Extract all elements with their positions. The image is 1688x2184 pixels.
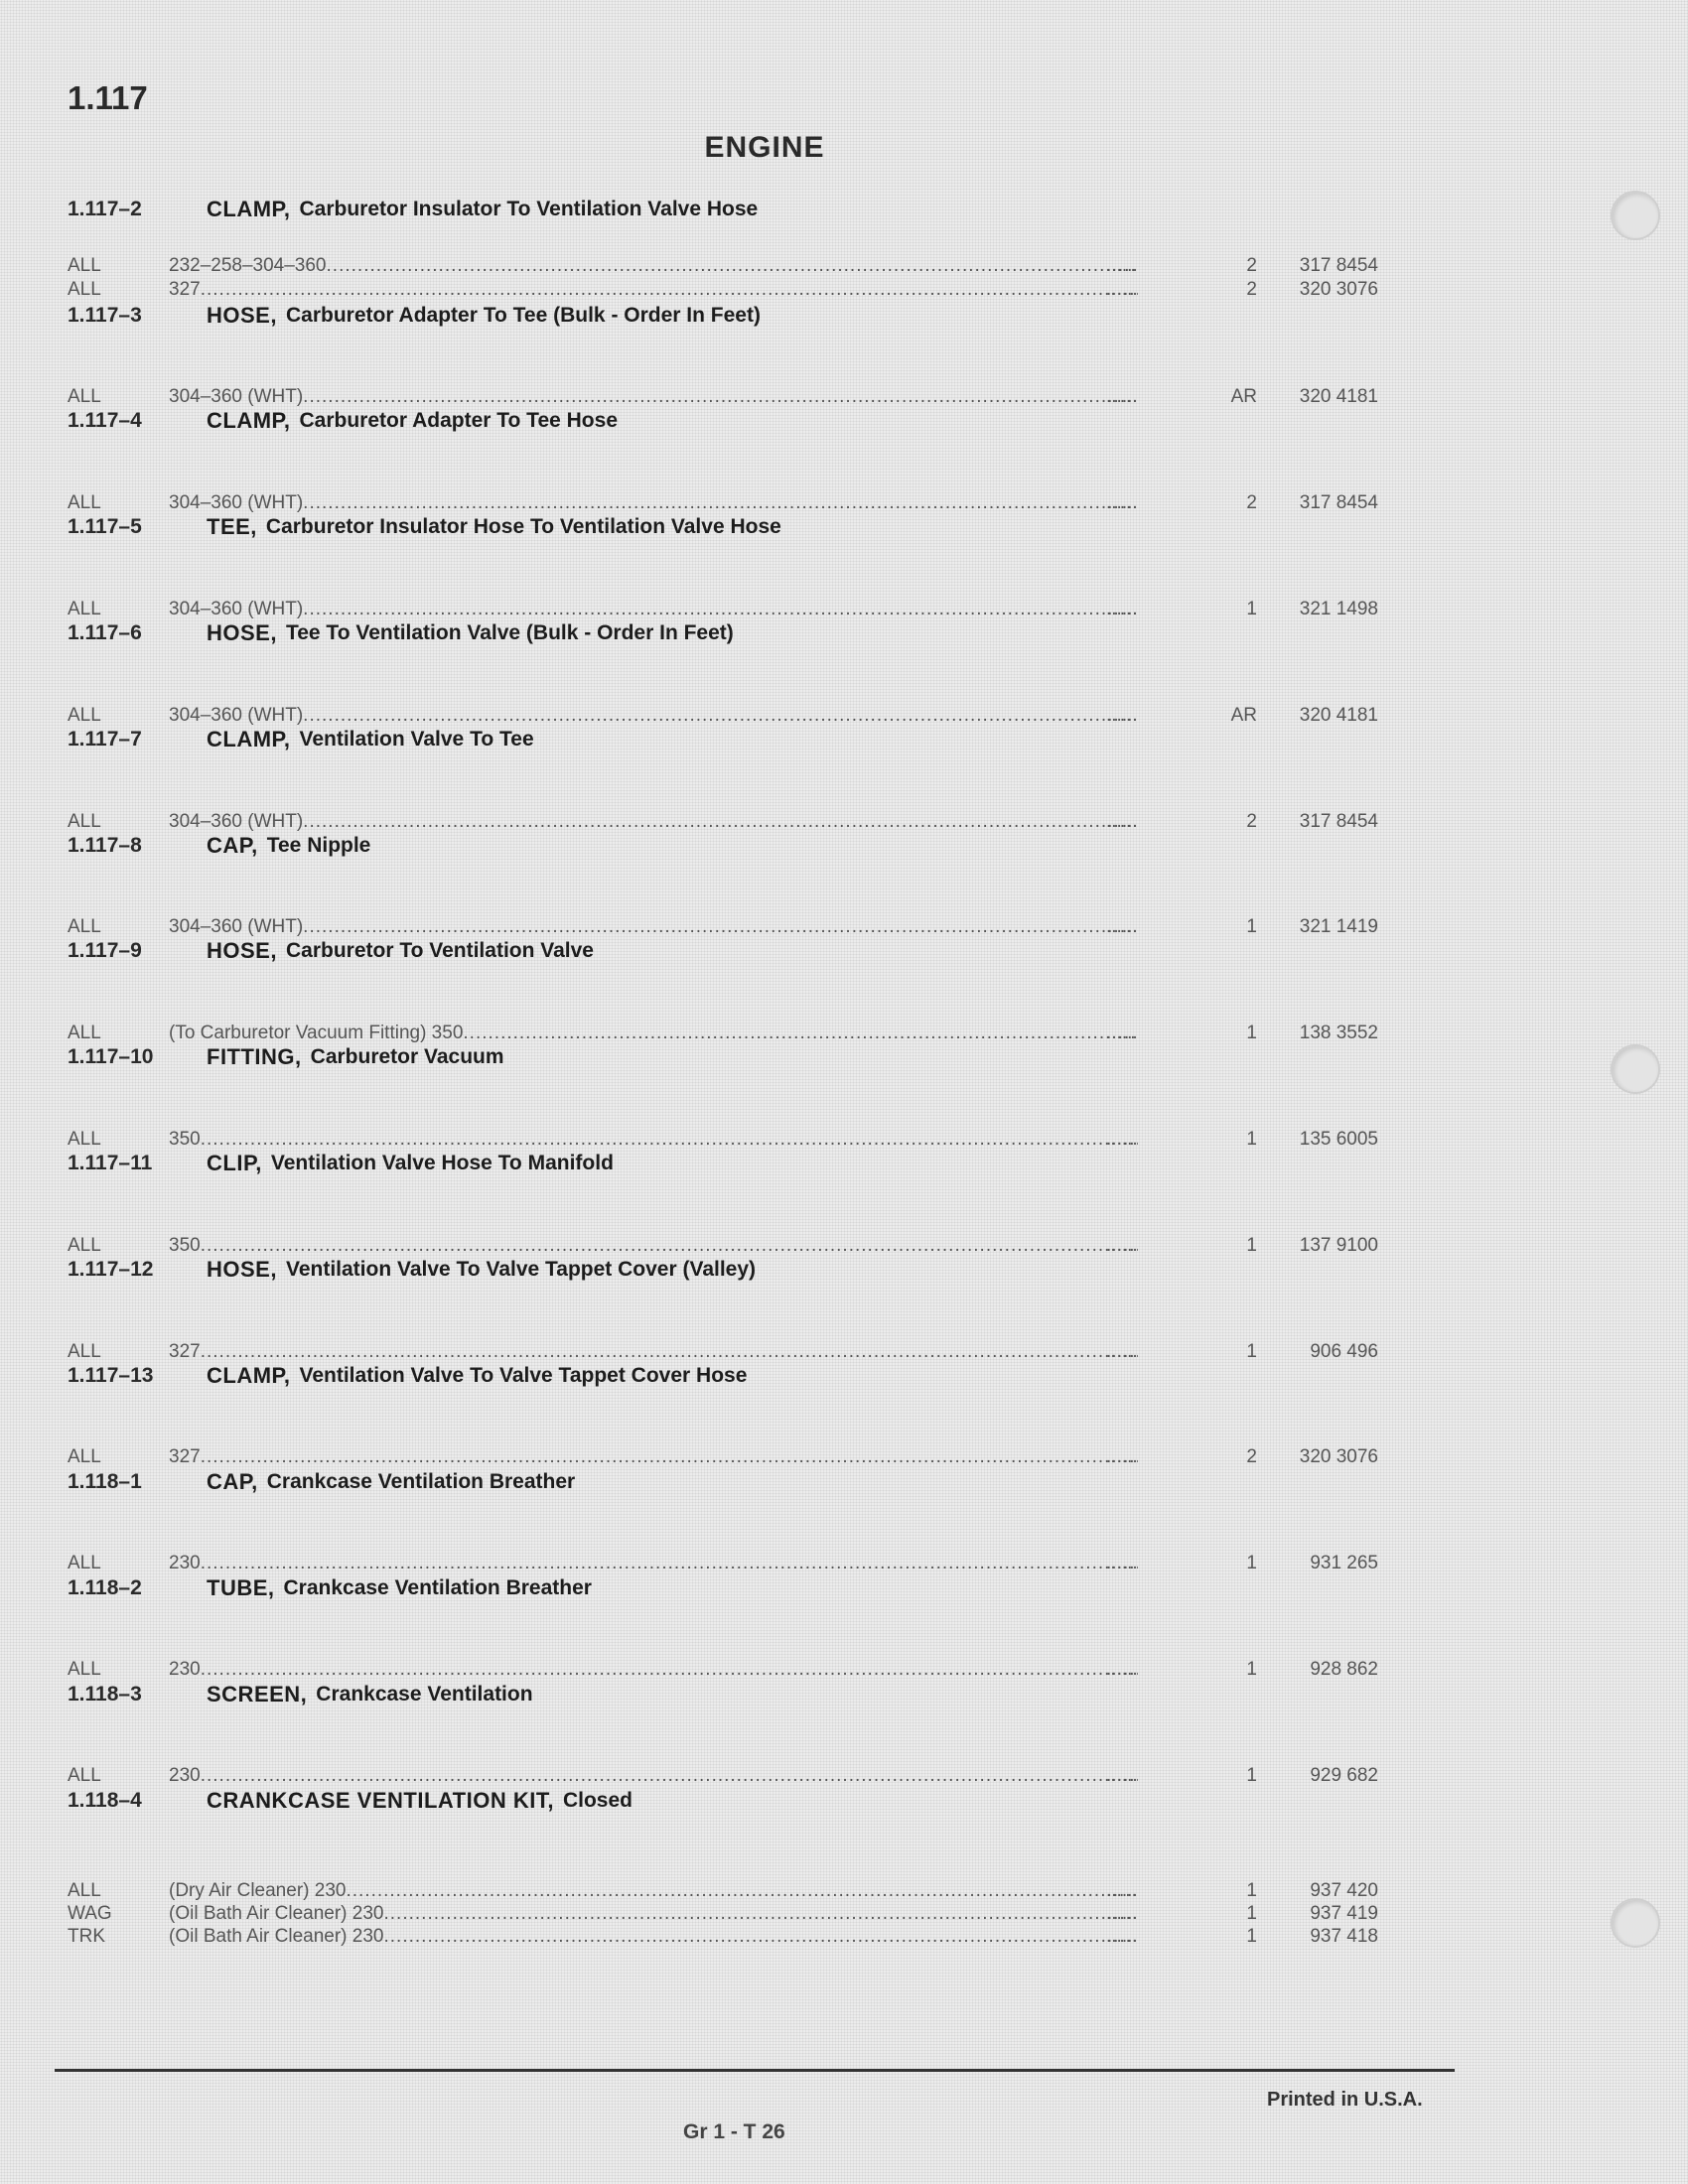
model-code: ALL <box>68 1129 101 1150</box>
model-code: ALL <box>68 386 101 407</box>
part-name: HOSE, <box>207 938 277 963</box>
application-description: (Oil Bath Air Cleaner) 230 ..... <box>169 1925 1138 1949</box>
leader-dots: ...... <box>1106 1446 1138 1467</box>
application-description: 327 ..... <box>169 1445 1138 1469</box>
model-code: ALL <box>68 492 101 513</box>
part-number: 320 3076 <box>1299 279 1378 300</box>
section-heading <box>68 193 758 226</box>
part-description: Crankcase Ventilation <box>316 1683 533 1706</box>
part-number: 931 265 <box>1310 1553 1378 1573</box>
part-name: HOSE, <box>207 620 277 645</box>
model-code: WAG <box>68 1903 112 1924</box>
section-heading <box>68 616 734 650</box>
item-number: 1.117–11 <box>68 1152 153 1174</box>
part-description: Carburetor Vacuum <box>310 1045 504 1068</box>
model-code: ALL <box>68 1880 101 1901</box>
section-heading <box>68 829 370 863</box>
application-description: 232–258–304–360 ..... <box>169 254 1138 278</box>
part-name: TUBE, <box>207 1575 275 1600</box>
quantity: 2 <box>1246 811 1257 832</box>
application-description: (To Carburetor Vacuum Fitting) 350 ..... <box>169 1022 1138 1045</box>
item-number: 1.118–1 <box>68 1470 142 1493</box>
model-code: TRK <box>68 1926 105 1947</box>
quantity: 1 <box>1246 916 1257 937</box>
model-code: ALL <box>68 255 101 276</box>
quantity: 1 <box>1246 1235 1257 1256</box>
model-code: ALL <box>68 599 101 619</box>
item-number: 1.117–4 <box>68 409 142 432</box>
item-number: 1.117–6 <box>68 621 142 644</box>
part-number: 937 418 <box>1310 1926 1378 1947</box>
leader-dots: ...... <box>1106 255 1138 276</box>
leader-dots: ...... <box>1106 1235 1138 1256</box>
application-description: 304–360 (WHT) ..... <box>169 491 1138 515</box>
item-number: 1.118–4 <box>68 1789 142 1812</box>
part-number: 906 496 <box>1310 1341 1378 1362</box>
section-heading <box>68 723 534 756</box>
application-description: 350 ..... <box>169 1128 1138 1152</box>
model-code: ALL <box>68 916 101 937</box>
model-code: ALL <box>68 1446 101 1467</box>
application-description: 304–360 (WHT) ..... <box>169 704 1138 728</box>
part-description: Ventilation Valve To Valve Tappet Cover Hose <box>299 1364 748 1387</box>
quantity: 1 <box>1246 1341 1257 1362</box>
part-name: SCREEN, <box>207 1682 308 1706</box>
section-heading <box>68 1465 575 1499</box>
item-number: 1.117–3 <box>68 304 142 327</box>
application-description: 304–360 (WHT) ..... <box>169 598 1138 621</box>
model-code: ALL <box>68 1553 101 1573</box>
part-number: 321 1419 <box>1299 916 1378 937</box>
part-number: 937 420 <box>1310 1880 1378 1901</box>
quantity: 1 <box>1246 1765 1257 1786</box>
section-heading <box>68 1253 756 1287</box>
bottom-rule <box>55 2069 1455 2072</box>
part-number: 320 4181 <box>1299 386 1378 407</box>
quantity: 1 <box>1246 1023 1257 1043</box>
part-description: Carburetor Insulator Hose To Ventilation Valve Hose <box>265 515 781 538</box>
page-number: 1.117 <box>68 79 148 116</box>
model-code: ALL <box>68 1235 101 1256</box>
quantity: 1 <box>1246 1129 1257 1150</box>
leader-dots: ...... <box>1106 916 1138 937</box>
model-code: ALL <box>68 1341 101 1362</box>
item-number: 1.117–8 <box>68 834 142 857</box>
part-description: Tee To Ventilation Valve (Bulk - Order In Feet) <box>285 621 734 644</box>
quantity: 2 <box>1246 279 1257 300</box>
printed-in-label: Printed in U.S.A. <box>1267 2089 1423 2111</box>
leader-dots: ...... <box>1106 1926 1138 1947</box>
part-name: HOSE, <box>207 303 277 328</box>
part-number: 137 9100 <box>1299 1235 1378 1256</box>
part-description: Ventilation Valve To Valve Tappet Cover (Valley) <box>285 1258 757 1281</box>
model-code: ALL <box>68 1023 101 1043</box>
leader-dots: ...... <box>1106 1659 1138 1680</box>
part-description: Ventilation Valve To Tee <box>299 728 534 751</box>
quantity: AR <box>1230 705 1257 726</box>
application-description: 230 ..... <box>169 1658 1138 1682</box>
item-number: 1.117–9 <box>68 939 142 962</box>
section-heading <box>68 1359 747 1393</box>
quantity: 1 <box>1246 1659 1257 1680</box>
section-heading <box>68 299 761 333</box>
item-number: 1.117–2 <box>68 198 142 220</box>
item-number: 1.118–2 <box>68 1576 142 1599</box>
part-name: CLIP, <box>207 1151 262 1175</box>
application-description: 327 ..... <box>169 1340 1138 1364</box>
item-number: 1.117–5 <box>68 515 142 538</box>
section-heading <box>68 1040 504 1074</box>
part-description: Tee Nipple <box>266 834 371 857</box>
leader-dots: ...... <box>1106 811 1138 832</box>
section-heading <box>68 1571 592 1605</box>
part-description: Ventilation Valve Hose To Manifold <box>270 1152 614 1174</box>
part-number: 138 3552 <box>1299 1023 1378 1043</box>
leader-dots: ...... <box>1106 492 1138 513</box>
leader-dots: ...... <box>1106 1023 1138 1043</box>
quantity: 2 <box>1246 255 1257 276</box>
leader-dots: ...... <box>1106 1903 1138 1924</box>
item-number: 1.117–10 <box>68 1045 154 1068</box>
part-number: 937 419 <box>1310 1903 1378 1924</box>
part-number: 320 4181 <box>1299 705 1378 726</box>
application-description: 304–360 (WHT) ..... <box>169 810 1138 834</box>
quantity: 2 <box>1246 492 1257 513</box>
part-number: 928 862 <box>1310 1659 1378 1680</box>
quantity: 1 <box>1246 1553 1257 1573</box>
leader-dots: ...... <box>1106 1880 1138 1901</box>
part-number: 135 6005 <box>1299 1129 1378 1150</box>
quantity: AR <box>1230 386 1257 407</box>
footer-page-code: Gr 1 - T 26 <box>683 2120 785 2143</box>
model-code: ALL <box>68 279 101 300</box>
part-description: Carburetor Adapter To Tee (Bulk - Order In Feet) <box>285 304 761 327</box>
item-number: 1.118–3 <box>68 1683 142 1706</box>
application-description: 350 ..... <box>169 1234 1138 1258</box>
leader-dots: ...... <box>1106 1765 1138 1786</box>
part-name: HOSE, <box>207 1257 277 1282</box>
leader-dots: ...... <box>1106 279 1138 300</box>
leader-dots: ...... <box>1106 386 1138 407</box>
part-number: 317 8454 <box>1299 255 1378 276</box>
application-description: 304–360 (WHT) ..... <box>169 915 1138 939</box>
item-number: 1.117–13 <box>68 1364 154 1387</box>
section-heading <box>68 1784 633 1818</box>
model-code: ALL <box>68 1659 101 1680</box>
quantity: 1 <box>1246 1926 1257 1947</box>
section-heading <box>68 510 781 544</box>
section-heading <box>68 934 594 968</box>
part-number: 929 682 <box>1310 1765 1378 1786</box>
page-title: ENGINE <box>704 131 825 164</box>
application-description: (Dry Air Cleaner) 230 ..... <box>169 1879 1138 1903</box>
leader-dots: ...... <box>1106 599 1138 619</box>
application-description: 327 ..... <box>169 278 1138 302</box>
part-description: Carburetor To Ventilation Valve <box>285 939 594 962</box>
part-description: Crankcase Ventilation Breather <box>283 1576 592 1599</box>
part-name: FITTING, <box>207 1044 302 1069</box>
part-number: 320 3076 <box>1299 1446 1378 1467</box>
part-name: CLAMP, <box>207 197 291 221</box>
quantity: 1 <box>1246 1880 1257 1901</box>
part-number: 317 8454 <box>1299 811 1378 832</box>
section-heading <box>68 404 618 438</box>
binder-hole-top <box>1611 191 1660 240</box>
application-description: (Oil Bath Air Cleaner) 230 ..... <box>169 1902 1138 1926</box>
part-name: CRANKCASE VENTILATION KIT, <box>207 1788 554 1813</box>
leader-dots: ...... <box>1106 1341 1138 1362</box>
part-description: Closed <box>562 1789 633 1812</box>
section-heading <box>68 1678 533 1711</box>
leader-dots: ...... <box>1106 705 1138 726</box>
part-name: CLAMP, <box>207 408 291 433</box>
quantity: 1 <box>1246 599 1257 619</box>
model-code: ALL <box>68 811 101 832</box>
part-name: CAP, <box>207 1469 258 1494</box>
model-code: ALL <box>68 705 101 726</box>
part-number: 317 8454 <box>1299 492 1378 513</box>
leader-dots: ...... <box>1106 1553 1138 1573</box>
model-code: ALL <box>68 1765 101 1786</box>
part-name: CLAMP, <box>207 727 291 751</box>
application-description: 230 ..... <box>169 1552 1138 1575</box>
item-number: 1.117–12 <box>68 1258 154 1281</box>
part-description: Carburetor Adapter To Tee Hose <box>299 409 618 432</box>
quantity: 2 <box>1246 1446 1257 1467</box>
part-name: CAP, <box>207 833 258 858</box>
item-number: 1.117–7 <box>68 728 142 751</box>
part-name: TEE, <box>207 514 257 539</box>
application-description: 304–360 (WHT) ..... <box>169 385 1138 409</box>
part-number: 321 1498 <box>1299 599 1378 619</box>
quantity: 1 <box>1246 1903 1257 1924</box>
part-description: Crankcase Ventilation Breather <box>266 1470 576 1493</box>
binder-hole-bottom <box>1611 1898 1660 1948</box>
section-heading <box>68 1147 614 1180</box>
part-name: CLAMP, <box>207 1363 291 1388</box>
leader-dots: ...... <box>1106 1129 1138 1150</box>
application-description: 230 ..... <box>169 1764 1138 1788</box>
part-description: Carburetor Insulator To Ventilation Valve Hose <box>299 198 759 220</box>
binder-hole-middle <box>1611 1044 1660 1094</box>
